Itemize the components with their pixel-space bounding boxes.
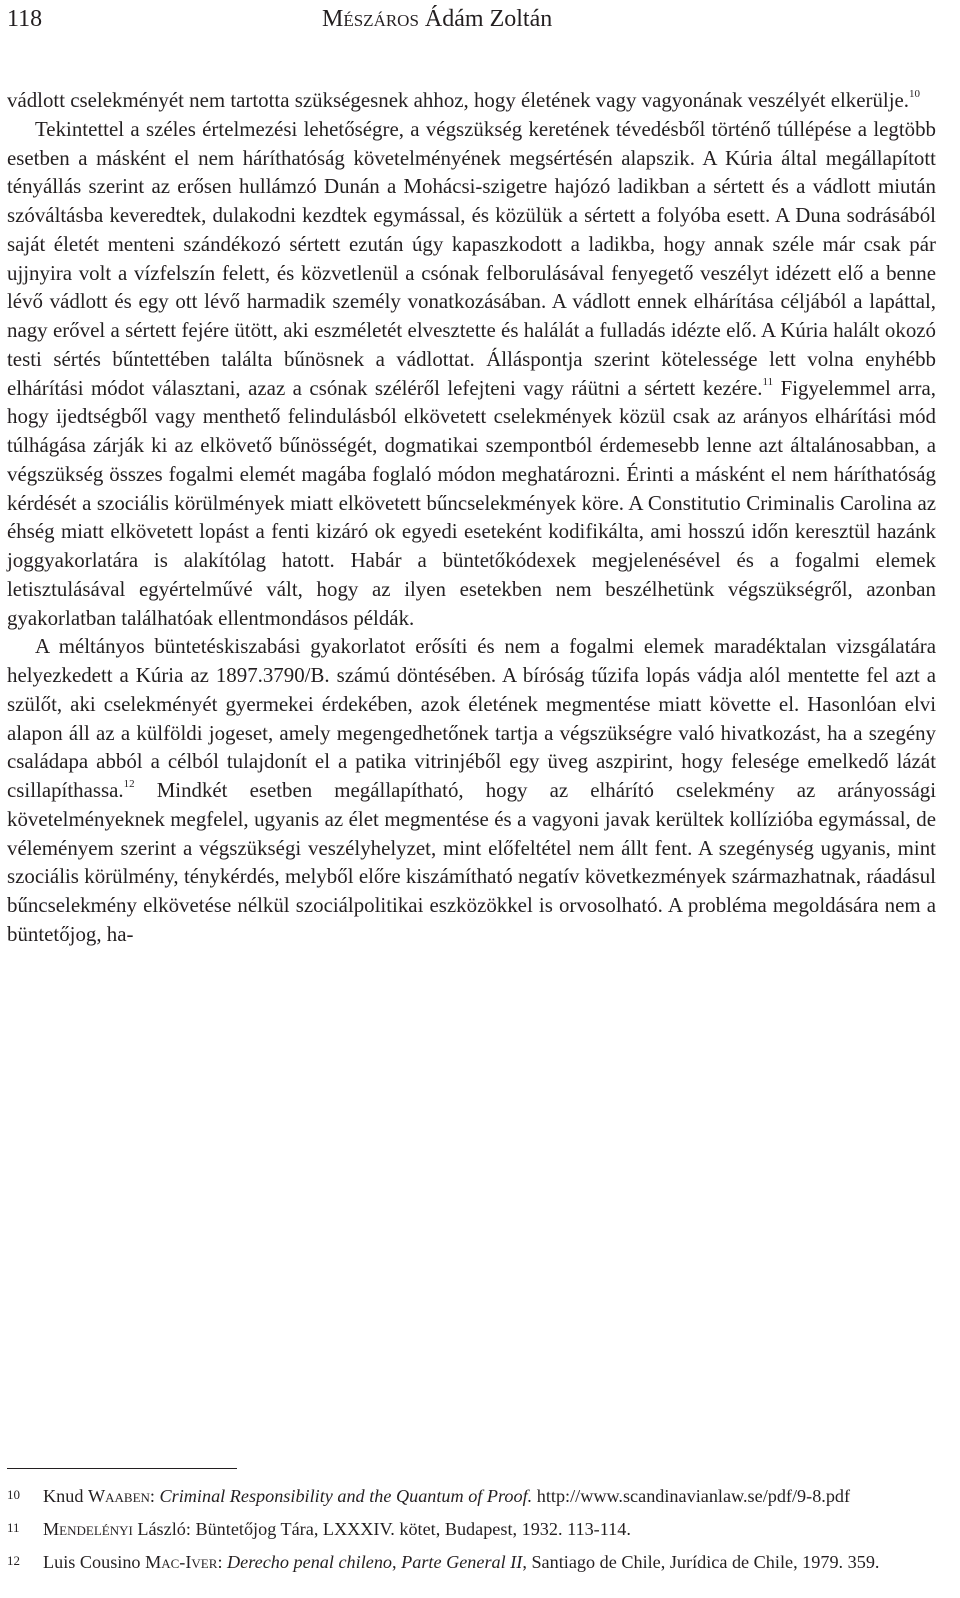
- footnote-separator: ,: [392, 1552, 402, 1572]
- main-text: [7, 86, 936, 949]
- footnote-title: Criminal Responsibility and the Quantum of Proof.: [159, 1486, 533, 1506]
- footnote-text: [43, 1550, 936, 1575]
- footnote-number: 11: [7, 1520, 20, 1535]
- footnote-author-given: Knud: [43, 1486, 84, 1506]
- footnote-author-surname: Waaben: [87, 1486, 150, 1506]
- running-title: [322, 6, 552, 33]
- footnote-citation: László: Büntetőjog Tára, LXXXIV. kötet, Budapest, 1932. 113-114.: [132, 1519, 631, 1539]
- footnote-number: 12: [7, 1553, 20, 1568]
- footnote-author-given: Luis Cousino: [43, 1552, 141, 1572]
- footnote-text: [43, 1517, 936, 1542]
- paragraph-text: A méltányos büntetéskiszabási gyakorlatot erősíti és nem a fogalmi elemek maradéktalan vizsgálatára helyezkedett a Kúria az 1897.3790/B. számú döntésében. A bíróság tűzifa lopás vádja alól mentette fel azt a szülőt, aki cselekményét gyermekei érdekében, azok életének megmentése miatt követte el. Hasonlóan elvi alapon áll az a külföldi jogeset, amely megengedhetőnek tartja a végszükségre való hivatkozást, ha a szegény családapa abból a célból tulajdonít el a patika vitrinjéből egy üveg aszpirint, hogy felesége emelkedő lázát csillapíthassa.: [7, 634, 936, 802]
- paragraph-text: vádlott cselekményét nem tartotta szükségesnek ahhoz, hogy életének vagy vagyonának veszélyét elkerülje.: [7, 88, 910, 112]
- footnote-ref-10[interactable]: 10: [909, 88, 921, 101]
- footnote-author-surname: Mac-Iver: [145, 1552, 218, 1572]
- author-given-name: Ádám Zoltán: [424, 6, 553, 32]
- footnote-text: [43, 1484, 936, 1509]
- footnote-ref-12[interactable]: 12: [123, 778, 135, 791]
- paragraph: [7, 115, 936, 633]
- footnote-author-surname: Mendelényi: [43, 1519, 133, 1539]
- footnote-ref-11[interactable]: 11: [762, 375, 774, 388]
- footnote-title: Derecho penal chileno: [227, 1552, 393, 1572]
- footnote-divider: [7, 1468, 237, 1469]
- paragraph: [7, 632, 936, 948]
- paragraph-continued: [7, 86, 936, 115]
- footnote-separator: :: [149, 1486, 155, 1506]
- paragraph-text: Tekintettel a széles értelmezési lehetőségre, a végszükség keretének tévedésből történő túllépése a legtöbb esetben a másként el nem háríthatóság követelményének megsértésén alapszik. A Kúria által megállapított tényállás szerint az erősen hullámzó Dunán a Mohácsi-szigetre hajózó ladikban a sértett és a vádlott miután szóváltásba keveredtek, dulakodni kezdtek egymással, és közülük a sértett a folyóba esett. A Duna sodrásából saját életét menteni szándékozó sértett ezután úgy kapaszkodott a ladikba, hogy annak széle már csak pár ujjnyira volt a vízfelszín felett, és közvetlenül a csónak felborulásával fenyegető veszélyt idézett elő a benne lévő vádlott és egy ott lévő harmadik személy vonatkozásában. A vádlott ennek elhárítása céljából a lapáttal, nagy erővel a sértett fejére ütött, aki eszméletét elvesztette és halálát a fulladás idézte elő. A Kúria halált okozó testi sértés bűntettében találta bűnösnek a vádlottat. Álláspontja szerint kötelessége lett volna enyhébb elhárítási módot választani, azaz a csónak széléről lefejteni vagy ráütni a sértett kezére.: [7, 116, 936, 400]
- footnote-12: [7, 1550, 936, 1575]
- footnote-separator: :: [217, 1552, 223, 1572]
- paragraph-text: Mindkét esetben megállapítható, hogy az elhárító cselekmény az arányossági követelményeknek megfelel, ugyanis az élet megmentése és a vagyoni javak kerültek kollízióba egymással, de véleményem szerint a végszükségi veszélyhelyzet, mint előfeltétel nem állt fent. A szegénység ugyanis, mint szociális körülmény, ténykérdés, melyből előre kiszámítható negatív következmények származhatnak, ráadásul bűncselekmény elkövetése nélkül szociálpolitikai eszközökkel is orvosolható. A probléma megoldására nem a büntetőjog, ha-: [7, 778, 936, 946]
- footnotes: [7, 1484, 936, 1583]
- footnote-number: 10: [7, 1487, 20, 1502]
- footnote-10: [7, 1484, 936, 1509]
- footnote-11: [7, 1517, 936, 1542]
- page-number: 118: [7, 6, 43, 32]
- paragraph-text: Figyelemmel arra, hogy ijedtségből vagy menthető felindulásból elkövetett cselekmények közül csak az arányos elhárítási mód túlhágása zárják ki az elkövető bűnösségét, dogmatikai szempontból érdemesebb lenne azt általánosabban, a végszükség összes fogalmi elemét magába foglaló módon meghatározni. Érinti a másként el nem háríthatóság kérdését a szociális körülmények miatt elkövetett bűncselekmények köre. A Constitutio Criminalis Carolina az éhség miatt elkövetett lopást a fenti kizáró ok egyedi eseteként kodifikálta, ami hosszú időn keresztül hazánk joggyakorlatára is alakítólag hatott. Habár a büntetőkódexek megjelenésével és a fogalmi elemek letisztulásával egyértelművé vált, hogy az ilyen esetekben nem beszélhetünk végszükségről, azonban gyakorlatban találhatóak ellentmondásos példák.: [7, 375, 936, 630]
- running-header: [7, 6, 953, 38]
- footnote-url[interactable]: http://www.scandinavianlaw.se/pdf/9-8.pdf: [532, 1486, 851, 1506]
- author-surname: Mészáros: [322, 6, 419, 32]
- footnote-citation: , Santiago de Chile, Jurídica de Chile, 1979. 359.: [522, 1552, 880, 1572]
- footnote-title: Parte General II: [401, 1552, 523, 1572]
